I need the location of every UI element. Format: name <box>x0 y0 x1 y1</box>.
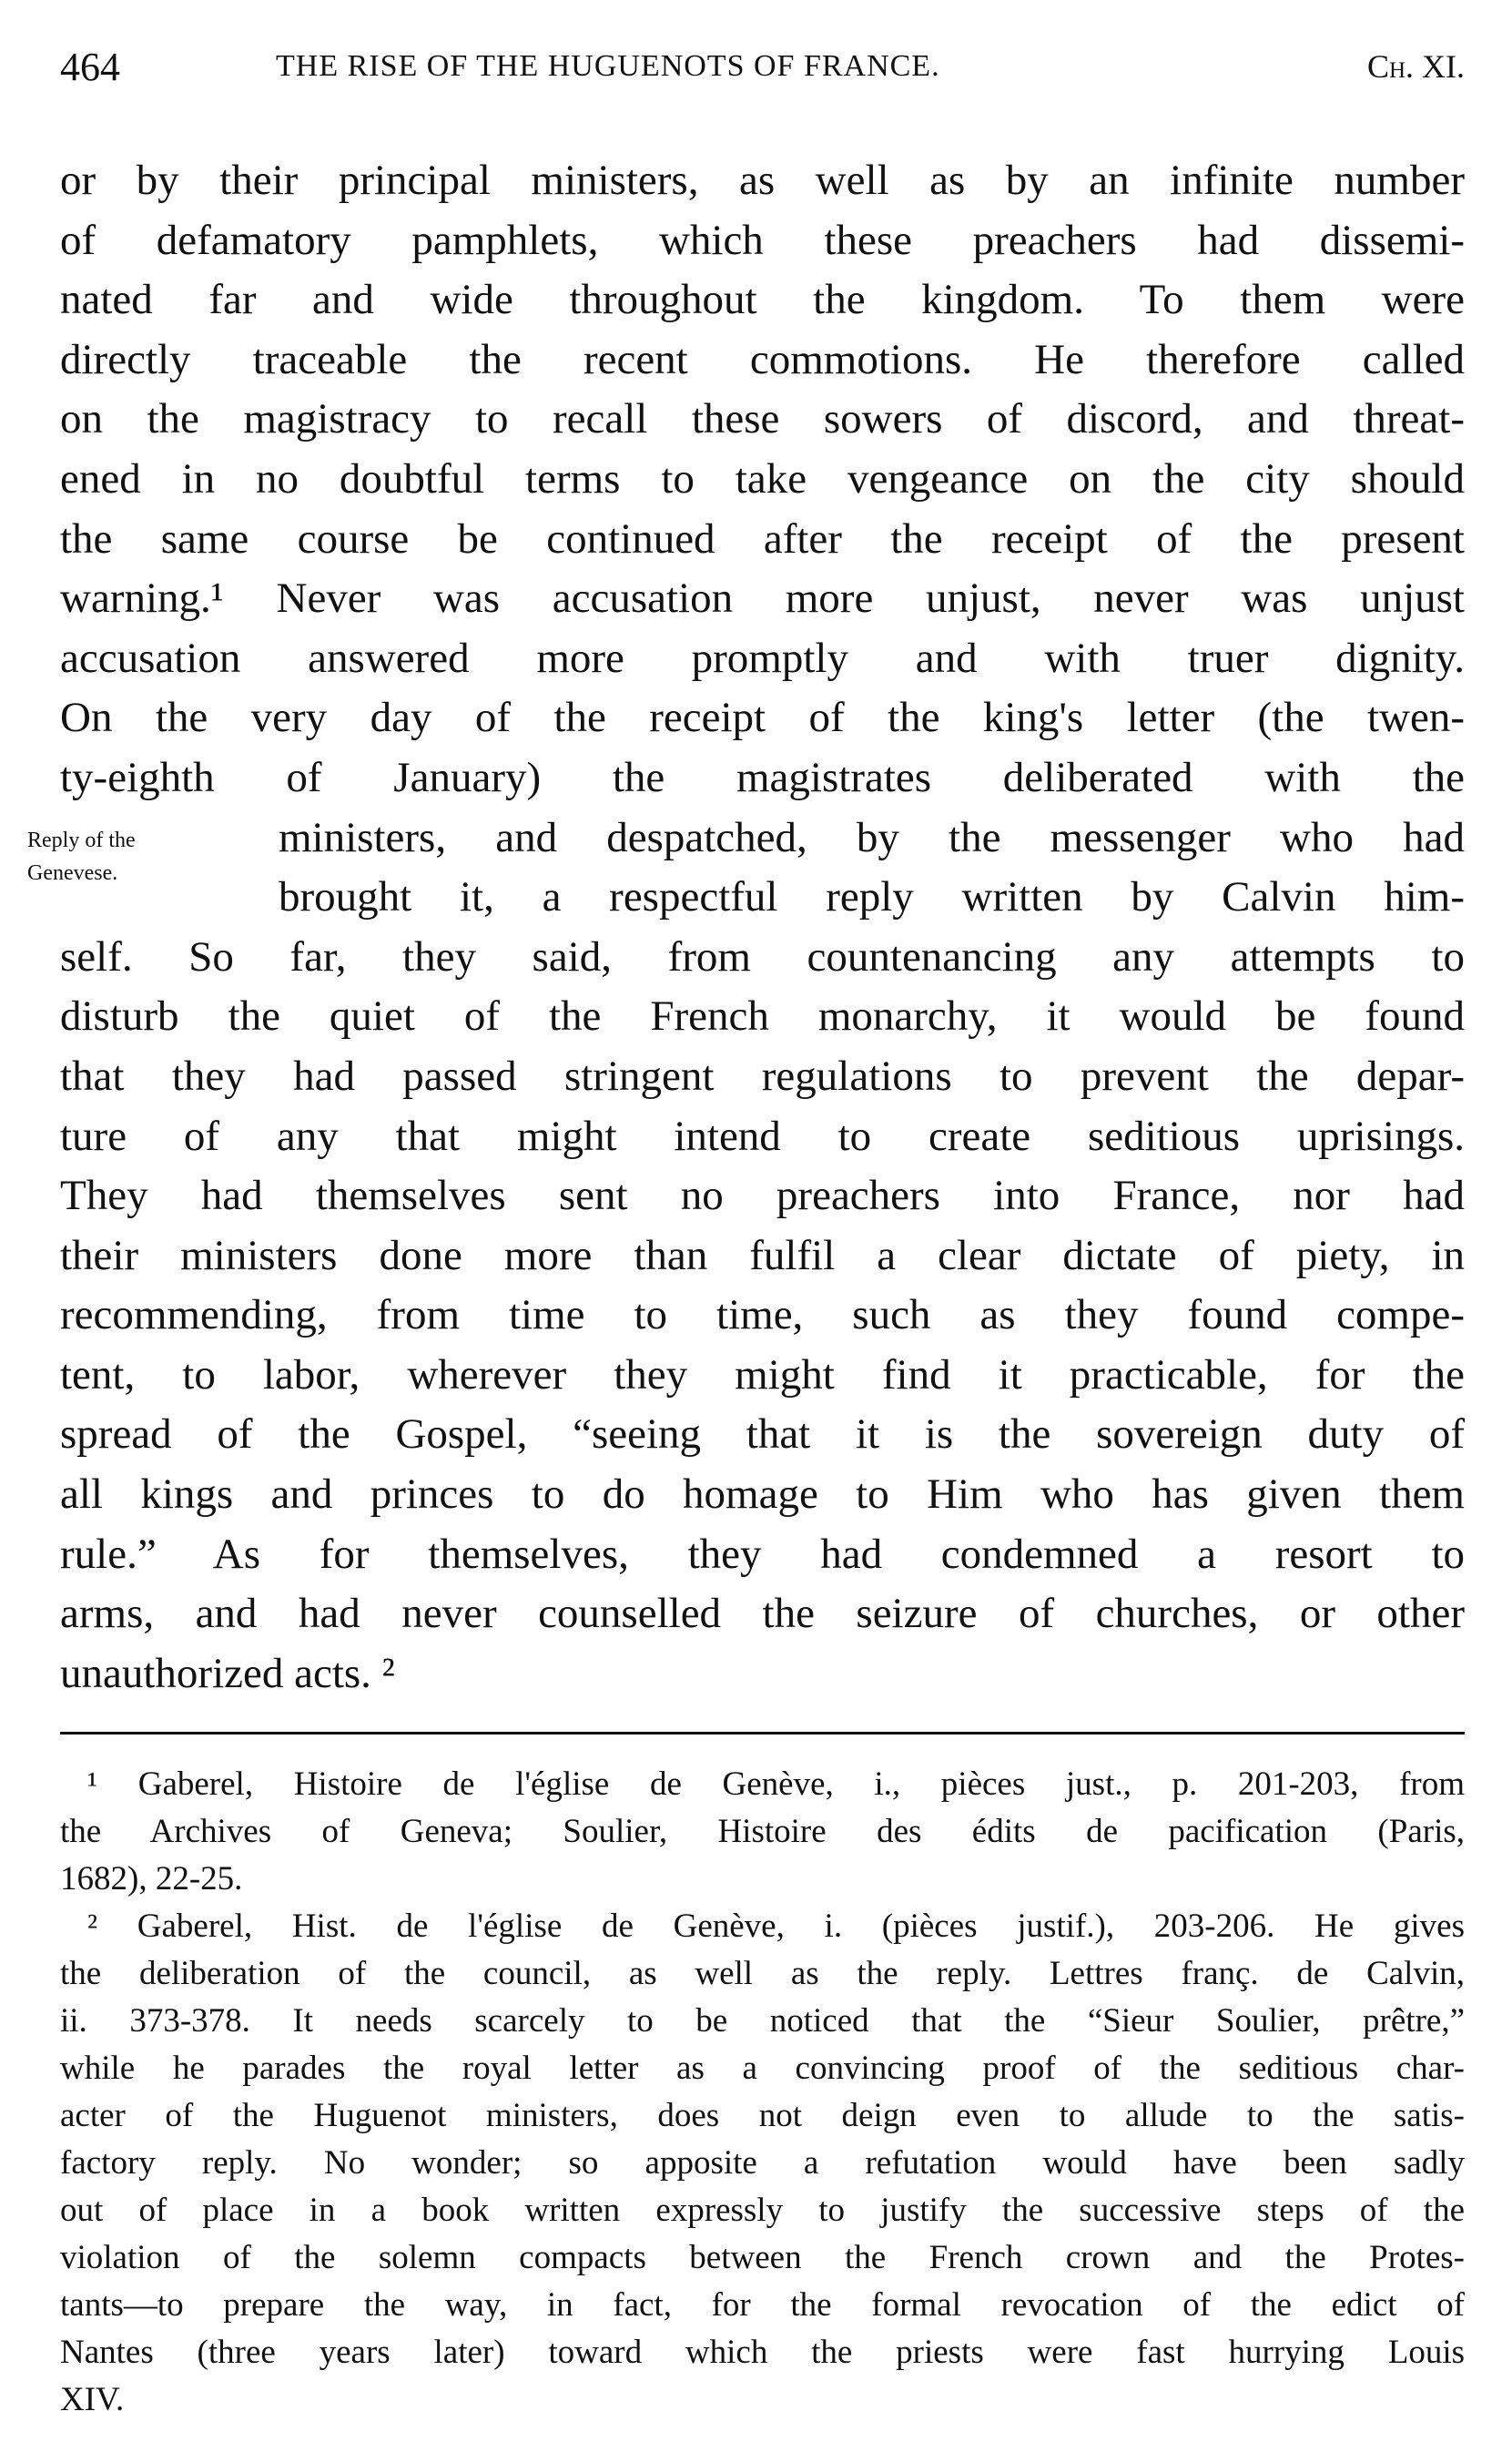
footnote-line: acter of the Huguenot ministers, does not deign even to allude to the satis- <box>60 2097 1465 2134</box>
footnote-line: violation of the solemn compacts between the French crown and the Protes- <box>60 2239 1465 2276</box>
footnote-line: 1682), 22-25. <box>60 1860 243 1898</box>
body-line: arms, and had never counselled the seizure of churches, or other <box>60 1590 1465 1638</box>
body-line: their ministers done more than fulfil a clear dictate of piety, in <box>60 1231 1465 1279</box>
body-line: self. So far, they said, from countenancing any attempts to <box>60 932 1465 981</box>
body-line: ture of any that might intend to create seditious uprisings. <box>60 1112 1465 1160</box>
running-title: THE RISE OF THE HUGUENOTS OF FRANCE. <box>276 49 940 83</box>
body-line: On the very day of the receipt of the king's letter (the twen- <box>60 694 1465 742</box>
body-line: warning.¹ Never was accusation more unjust, never was unjust <box>60 575 1465 623</box>
body-line: accusation answered more promptly and with truer dignity. <box>60 634 1465 682</box>
body-line: recommending, from time to time, such as they found compe- <box>60 1291 1465 1339</box>
body-line: ened in no doubtful terms to take vengeance on the city should <box>60 454 1465 503</box>
body-line: ministers, and despatched, by the messenger who had <box>279 813 1465 861</box>
body-line: ty-eighth of January) the magistrates deliberated with the <box>60 753 1465 801</box>
body-line: or by their principal ministers, as well as by an infinite number <box>60 157 1465 204</box>
body-text <box>60 151 1465 1704</box>
footnote-line: XIV. <box>60 2381 125 2418</box>
footnote-line: ¹ Gaberel, Histoire de l'église de Genève, i., pièces just., p. 201-203, from <box>87 1765 1465 1803</box>
body-line: tent, to labor, wherever they might find it practicable, for the <box>60 1350 1465 1399</box>
footnote-line: out of place in a book written expressly to justify the successive steps of the <box>60 2192 1465 2229</box>
margin-note-line: Genevese. <box>27 861 118 885</box>
body-line: on the magistracy to recall these sowers of discord, and threat- <box>60 395 1465 443</box>
footnotes <box>60 1761 1465 2424</box>
footnote-line: ii. 373-378. It needs scarcely to be noticed that the “Sieur Soulier, prêtre,” <box>60 2002 1465 2040</box>
body-line: They had themselves sent no preachers into France, nor had <box>60 1172 1465 1220</box>
margin-note-line: Reply of the <box>27 829 136 852</box>
body-line: brought it, a respectful reply written by Calvin him- <box>279 873 1465 921</box>
page-header <box>60 44 1465 98</box>
page-number: 464 <box>60 45 120 89</box>
body-line: the same course be continued after the receipt of the present <box>60 514 1465 563</box>
footnote-line: Nantes (three years later) toward which the priests were fast hurrying Louis <box>60 2334 1465 2371</box>
body-line: that they had passed stringent regulations to prevent the depar- <box>60 1052 1465 1100</box>
body-line: disturb the quiet of the French monarchy, it would be found <box>60 992 1465 1041</box>
footnote-line: tants—to prepare the way, in fact, for the formal revocation of the edict of <box>60 2286 1465 2324</box>
body-line: directly traceable the recent commotions. He therefore called <box>60 335 1465 383</box>
body-line: all kings and princes to do homage to Him who has given them <box>60 1470 1465 1519</box>
body-line: of defamatory pamphlets, which these preachers had dissemi- <box>60 216 1465 264</box>
footnote-line: factory reply. No wonder; so apposite a refutation would have been sadly <box>60 2144 1465 2182</box>
footnote-line: ² Gaberel, Hist. de l'église de Genève, i. (pièces justif.), 203-206. He gives <box>87 1908 1465 1945</box>
footnote-line: the deliberation of the council, as well as the reply. Lettres franç. de Calvin, <box>60 1955 1465 1992</box>
body-line: unauthorized acts. ² <box>60 1649 395 1697</box>
footnote-line: the Archives of Geneva; Soulier, Histoire des édits de pacification (Paris, <box>60 1813 1465 1850</box>
body-line: nated far and wide throughout the kingdom. To them were <box>60 276 1465 324</box>
chapter-label: Ch. XI. <box>1366 48 1465 85</box>
footnote-divider <box>60 1732 1465 1735</box>
body-line: rule.” As for themselves, they had condemned a resort to <box>60 1530 1465 1578</box>
body-line: spread of the Gospel, “seeing that it is the sovereign duty of <box>60 1410 1465 1459</box>
footnote-line: while he parades the royal letter as a convincing proof of the seditious char- <box>60 2050 1465 2087</box>
